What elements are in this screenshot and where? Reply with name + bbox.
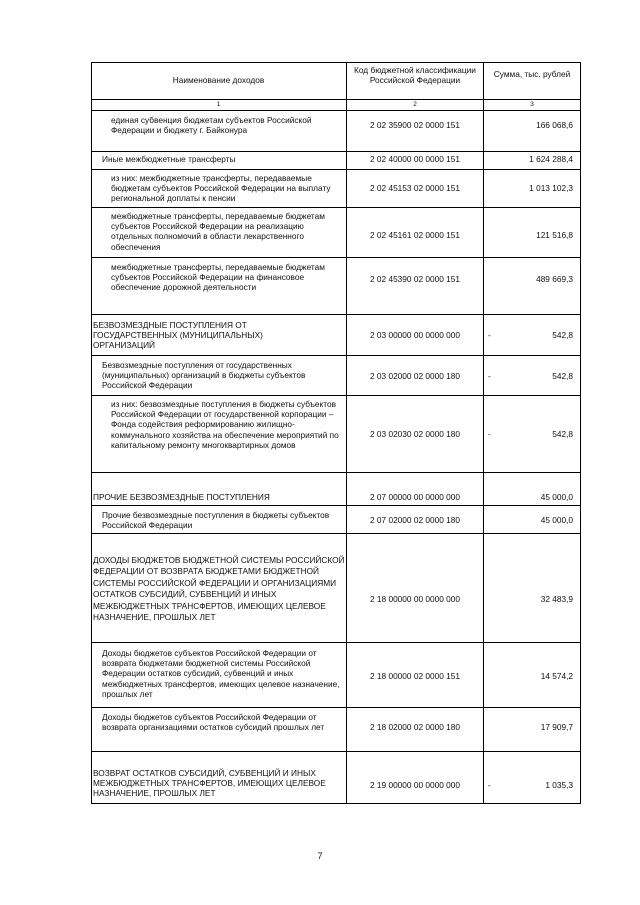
row-amount: 1 013 102,3	[529, 183, 573, 193]
row-name: из них: безвозмездные поступления в бюджеты субъектов Российской Федерации от государственной корпорации – Фонда содействия реформированию жилищно-коммунального хозяйства на обеспечение мероприятий по капитальному ремонту многоквартирных домов	[111, 399, 339, 450]
row-dash: -	[488, 429, 491, 439]
row-rule	[91, 395, 581, 396]
row-name: межбюджетные трансферты, передаваемые бюджетам субъектов Российской Федерации на реализацию отдельных полномочий в области лекарственного обеспечения	[111, 211, 325, 252]
row-amount: 45 000,0	[540, 492, 573, 502]
row-rule	[91, 505, 581, 506]
row-name: единая субвенция бюджетам субъектов Российской Федерации и бюджету г. Байконура	[111, 115, 312, 136]
col-divider-2	[483, 62, 484, 803]
row-amount: 542,8	[552, 429, 573, 439]
row-name: ВОЗВРАТ ОСТАТКОВ СУБСИДИЙ, СУБВЕНЦИЙ И ИНЫХ МЕЖБЮДЖЕТНЫХ ТРАНСФЕРТОВ, ИМЕЮЩИХ ЦЕЛЕВОЕ НАЗНАЧЕНИЕ, ПРОШЛЫХ ЛЕТ	[93, 768, 326, 799]
row-code: 2 02 45153 02 0000 151	[370, 183, 460, 193]
row-code: 2 18 02000 02 0000 180	[370, 722, 460, 732]
row-code: 2 02 45161 02 0000 151	[370, 230, 460, 240]
row-amount: 32 483,9	[540, 594, 573, 604]
row-rule	[91, 533, 581, 534]
row-dash: -	[488, 330, 491, 340]
header-budget-code: Код бюджетной классификации Российской Федерации	[354, 65, 476, 86]
table-border-right	[580, 62, 581, 803]
row-amount: 17 909,7	[540, 722, 573, 732]
row-code: 2 18 00000 02 0000 151	[370, 671, 460, 681]
table-border-bottom	[91, 803, 581, 804]
table-border-left	[91, 62, 92, 803]
row-name: Прочие безвозмездные поступления в бюджеты субъектов Российской Федерации	[102, 510, 330, 531]
header-amount: Сумма, тыс. рублей	[493, 69, 571, 79]
header-rule	[91, 99, 581, 100]
row-amount: 1 035,3	[545, 780, 573, 790]
row-code: 2 02 45390 02 0000 151	[370, 274, 460, 284]
row-name: Доходы бюджетов субъектов Российской Федерации от возврата бюджетами бюджетной системы Российской Федерации остатков субсидий, субвенций и иных межбюджетных трансфертов, имеющих целевое назначение, прошлых лет	[102, 648, 340, 699]
row-amount: 1 624 288,4	[529, 154, 573, 164]
row-amount: 542,8	[552, 371, 573, 381]
row-amount: 542,8	[552, 330, 573, 340]
numbering-rule	[91, 110, 581, 111]
row-rule	[91, 751, 581, 752]
column-number-2: 2	[413, 101, 417, 108]
row-name: БЕЗВОЗМЕЗДНЫЕ ПОСТУПЛЕНИЯ ОТ ГОСУДАРСТВЕННЫХ (МУНИЦИПАЛЬНЫХ) ОРГАНИЗАЦИЙ	[93, 320, 263, 351]
row-rule	[91, 257, 581, 258]
row-name: Иные межбюджетные трансферты	[102, 154, 236, 164]
row-code: 2 02 40000 00 0000 151	[370, 154, 460, 164]
row-rule	[91, 314, 581, 315]
table-border-top	[91, 62, 581, 63]
row-name: ДОХОДЫ БЮДЖЕТОВ БЮДЖЕТНОЙ СИСТЕМЫ РОССИЙСКОЙ ФЕДЕРАЦИИ ОТ ВОЗВРАТА БЮДЖЕТАМИ БЮДЖЕТНОЙ СИСТЕМЫ РОССИЙСКОЙ ФЕДЕРАЦИИ И ОРГАНИЗАЦИЯМИ ОСТАТКОВ СУБСИДИЙ, СУБВЕНЦИЙ И ИНЫХ МЕЖБЮДЖЕТНЫХ ТРАНСФЕРТОВ, ИМЕЮЩИХ ЦЕЛЕВОЕ НАЗНАЧЕНИЕ, ПРОШЛЫХ ЛЕТ	[93, 555, 345, 623]
row-amount: 166 068,6	[536, 120, 573, 130]
row-name: из них: межбюджетные трансферты, передаваемые бюджетам субъектов Российской Федерации на выплату региональной доплаты к пенсии	[111, 173, 331, 204]
row-rule	[91, 151, 581, 152]
row-code: 2 07 00000 00 0000 000	[370, 492, 460, 502]
row-amount: 45 000,0	[540, 515, 573, 525]
row-dash: -	[488, 780, 491, 790]
row-rule	[91, 707, 581, 708]
row-name: ПРОЧИЕ БЕЗВОЗМЕЗДНЫЕ ПОСТУПЛЕНИЯ	[93, 492, 270, 502]
row-amount: 14 574,2	[540, 671, 573, 681]
row-rule	[91, 472, 581, 473]
column-number-1: 1	[216, 101, 221, 108]
row-rule	[91, 169, 581, 170]
row-code: 2 03 00000 00 0000 000	[370, 330, 460, 340]
row-code: 2 03 02030 02 0000 180	[370, 429, 460, 439]
row-code: 2 19 00000 00 0000 000	[370, 780, 460, 790]
row-code: 2 02 35900 02 0000 151	[370, 120, 460, 130]
row-code: 2 07 02000 02 0000 180	[370, 515, 460, 525]
row-rule	[91, 355, 581, 356]
header-income-name: Наименование доходов	[172, 75, 265, 85]
row-amount: 121 516,8	[536, 230, 573, 240]
row-rule	[91, 207, 581, 208]
row-code: 2 18 00000 00 0000 000	[370, 594, 460, 604]
column-number-3: 3	[530, 101, 534, 108]
row-code: 2 03 02000 02 0000 180	[370, 371, 460, 381]
row-dash: -	[488, 371, 491, 381]
row-name: межбюджетные трансферты, передаваемые бюджетам субъектов Российской Федерации на финансовое обеспечение дорожной деятельности	[111, 262, 325, 293]
row-amount: 489 669,3	[536, 274, 573, 284]
row-rule	[91, 642, 581, 643]
row-name: Безвозмездные поступления от государственных (муниципальных) организаций в бюджеты субъектов Российской Федерации	[102, 360, 306, 391]
row-name: Доходы бюджетов субъектов Российской Федерации от возврата организациями остатков субсидий прошлых лет	[102, 712, 325, 733]
page-number: 7	[317, 851, 323, 861]
